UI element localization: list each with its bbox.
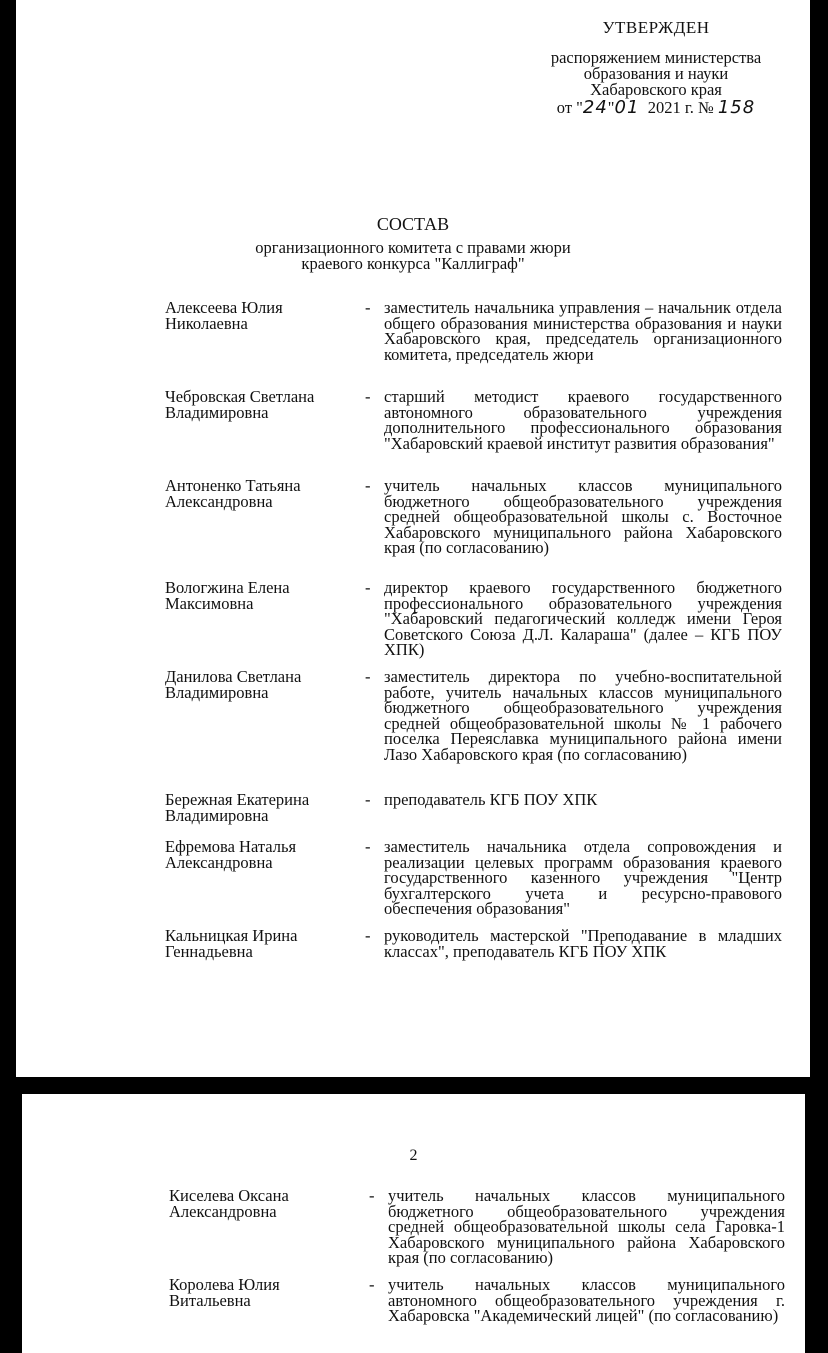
member-role: заместитель начальника отдела сопровождения и реализации целевых программ образования краевого государственного казенного учреждения "Центр бухгалтерского учета и ресурсно-правового обеспечения образования" [384, 837, 782, 918]
dash: - [365, 298, 371, 317]
approval-line: образования и науки [583, 64, 729, 83]
member-role: заместитель директора по учебно-воспитательной работе, учитель начальных классов муниципального бюджетного общеобразовательного учреждения средней общеобразовательной школы № 1 рабочего поселка Переяславка муниципального района имени Лазо Хабаровского края (по согласованию) [384, 667, 782, 764]
member-role: учитель начальных классов муниципального бюджетного общеобразовательного учреждения средней общеобразовательной школы села Гаровка-1 Хабаровского муниципального района Хабаровского края (по согласованию) [388, 1186, 785, 1267]
member-role: заместитель начальника управления – начальник отдела общего образования министерства образования и науки Хабаровского края, председатель организационного комитета, председатель жюри [384, 298, 782, 364]
member-row [165, 478, 785, 556]
member-role: учитель начальных классов муниципального автономного общеобразовательного учреждения г. Хабаровска "Академический лицей" (по согласованию) [388, 1275, 785, 1325]
member-row [169, 1277, 787, 1324]
member-row [169, 1188, 787, 1266]
document-page-2 [22, 1094, 805, 1353]
dash: - [365, 926, 371, 945]
member-row [165, 928, 785, 959]
member-name: Алексеева Юлия Николаевна [165, 298, 283, 333]
approval-head: УТВЕРЖДЕН [602, 18, 710, 37]
member-row [165, 389, 785, 451]
member-role: старший методист краевого государственного автономного образовательного учреждения дополнительного профессионального образования "Хабаровский краевой институт развития образования" [384, 387, 782, 453]
subtitle-line-1: организационного комитета с правами жюри [255, 238, 571, 257]
member-name: Вологжина Елена Максимовна [165, 578, 290, 613]
approval-line: Хабаровского края [590, 80, 722, 99]
approval-date [516, 97, 796, 118]
document-subtitle [16, 240, 810, 272]
dash: - [365, 476, 371, 495]
date-quote: " [607, 98, 615, 117]
date-prefix: от " [556, 98, 583, 117]
member-row [165, 792, 785, 823]
member-row [165, 669, 785, 762]
member-role: учитель начальных классов муниципального бюджетного общеобразовательного учреждения средней общеобразовательной школы с. Восточное Хабаровского муниципального района Хабаровского края (по согласованию) [384, 476, 782, 557]
dash: - [369, 1186, 375, 1205]
dash: - [365, 667, 371, 686]
dash: - [365, 837, 371, 856]
member-role: преподаватель КГБ ПОУ ХПК [384, 790, 598, 809]
member-role: руководитель мастерской "Преподавание в младших классах", преподаватель КГБ ПОУ ХПК [384, 926, 782, 961]
date-year: 2021 г. № [647, 98, 714, 117]
approval-line: распоряжением министерства [550, 48, 762, 67]
member-name: Ефремова Наталья Александровна [165, 837, 297, 872]
order-number: 158 [717, 97, 756, 118]
member-name: Чебровская Светлана Владимировна [165, 387, 315, 422]
member-row [165, 580, 785, 658]
member-name: Данилова Светлана Владимировна [165, 667, 302, 702]
dash: - [365, 578, 371, 597]
dash: - [365, 387, 371, 406]
subtitle-line-2: краевого конкурса "Каллиграф" [301, 254, 525, 273]
page-number: 2 [409, 1147, 418, 1164]
member-name: Бережная Екатерина Владимировна [165, 790, 310, 825]
member-name: Кальницкая Ирина Геннадьевна [165, 926, 298, 961]
approval-block [516, 20, 796, 116]
date-month: 01 [614, 97, 640, 118]
date-day: 24 [582, 97, 608, 118]
document-page-1 [16, 0, 810, 1077]
member-row [165, 300, 785, 362]
member-role: директор краевого государственного бюджетного профессионального образовательного учреждения "Хабаровский педагогический колледж имени Героя Советского Союза Д.Л. Калараша" (далее – КГБ ПОУ ХПК) [384, 578, 782, 659]
dash: - [369, 1275, 375, 1294]
member-row [165, 839, 785, 917]
member-name: Королева Юлия Витальевна [169, 1275, 280, 1310]
member-name: Киселева Оксана Александровна [169, 1186, 289, 1221]
document-title: СОСТАВ [376, 214, 450, 234]
dash: - [365, 790, 371, 809]
member-name: Антоненко Татьяна Александровна [165, 476, 301, 511]
